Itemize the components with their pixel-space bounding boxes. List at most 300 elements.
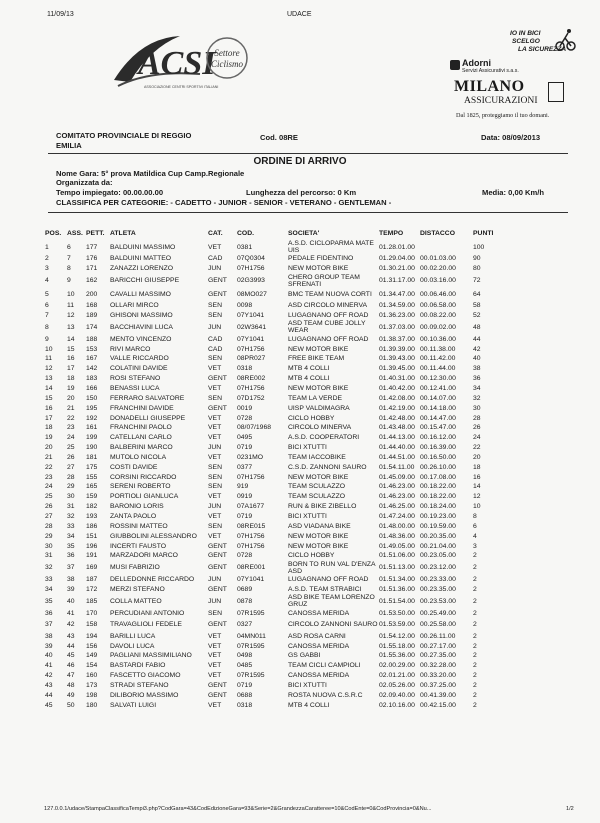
cell-atleta: BARILLI LUCA: [110, 632, 156, 640]
col-cat: CAT.: [208, 229, 223, 237]
cell-pos: 45: [45, 701, 53, 709]
cell-societa: MTB 4 COLLI: [288, 365, 330, 373]
cell-pett: 161: [86, 424, 98, 432]
cell-ass: 44: [67, 642, 75, 650]
cell-cat: VET: [208, 365, 222, 373]
cell-pos: 35: [45, 597, 53, 605]
cell-atleta: DILIBORIO MASSIMO: [110, 691, 179, 699]
print-header-title: UDACE: [287, 11, 312, 18]
cell-tempo: 01.46.23.00: [379, 493, 415, 501]
table-row: [44, 492, 493, 502]
cell-tempo: 02.00.29.00: [379, 662, 415, 670]
cell-societa: A.S.D. CICLOPARMA MATE UIS: [288, 240, 374, 254]
table-row: [44, 608, 493, 618]
cell-pos: 16: [45, 404, 53, 412]
cell-punti: 2: [473, 586, 477, 594]
cell-cat: VET: [208, 532, 222, 540]
cell-pos: 22: [45, 463, 53, 471]
cell-cat: VET: [208, 453, 222, 461]
cell-cat: VET: [208, 642, 222, 650]
cell-societa: ASD BIKE TEAM LORENZO GRUZ: [288, 594, 375, 609]
cell-punti: 32: [473, 394, 481, 402]
table-row: [44, 482, 493, 492]
cell-atleta: MUSI FABRIZIO: [110, 564, 160, 572]
cell-distacco: 00.16.12.00: [420, 434, 456, 442]
cell-cod: 07H1756: [237, 542, 265, 550]
table-row: [44, 403, 493, 413]
cell-distacco: 00.06.46.00: [420, 290, 456, 298]
cell-atleta: ROSSINI MATTEO: [110, 522, 168, 530]
cell-pos: 33: [45, 576, 53, 584]
cell-cat: GENT: [208, 691, 227, 699]
cell-distacco: 00.18.22.00: [420, 493, 456, 501]
cell-ass: 6: [67, 243, 71, 251]
cell-ass: 34: [67, 532, 75, 540]
table-row: [44, 311, 493, 321]
acsi-mark: ACSI: [138, 45, 216, 82]
table-row: [44, 334, 493, 344]
committee-name: COMITATO PROVINCIALE DI REGGIO: [56, 131, 192, 140]
cell-pos: 10: [45, 345, 53, 353]
cell-societa: NEW MOTOR BIKE: [288, 542, 349, 550]
cell-punti: 3: [473, 542, 477, 550]
table-row: [44, 393, 493, 403]
cell-distacco: 00.26.10.00: [420, 463, 456, 471]
cell-ass: 42: [67, 621, 75, 629]
race-organizer: Organizzata da:: [56, 178, 113, 187]
cell-punti: 16: [473, 473, 481, 481]
cell-distacco: [419, 240, 472, 254]
cell-atleta: DAVOLI LUCA: [110, 642, 155, 650]
cell-distacco: 00.09.02.00: [420, 323, 456, 331]
cell-punti: 24: [473, 434, 481, 442]
cell-societa: LUGAGNANO OFF ROAD: [288, 311, 369, 319]
cell-cod: 0485: [237, 662, 253, 670]
cell-atleta: CATELLANI CARLO: [110, 434, 172, 442]
table-row: [44, 681, 493, 691]
cell-atleta: VALLE RICCARDO: [110, 355, 169, 363]
page-title: ORDINE DI ARRIVO: [253, 156, 347, 167]
cell-societa: BMC TEAM NUOVA CORTI: [288, 290, 372, 298]
cell-cat: GENT: [208, 552, 227, 560]
cell-cat: VET: [208, 652, 222, 660]
cell-punti: 58: [473, 302, 481, 310]
sponsor-name-sub: ASSICURAZIONI: [464, 95, 538, 106]
cell-punti: 30: [473, 404, 481, 412]
cell-cat: SEN: [208, 522, 222, 530]
cell-pett: 194: [86, 632, 98, 640]
cell-cat: VET: [208, 512, 222, 520]
cell-pos: 6: [45, 302, 49, 310]
cell-tempo: 01.46.25.00: [379, 503, 415, 511]
cell-cod: 0719: [237, 681, 253, 689]
cell-cod: 07H1756: [237, 265, 265, 273]
cell-cod: 0919: [237, 493, 253, 501]
cell-cat: JUN: [208, 444, 222, 452]
sponsor-name: MILANO: [454, 78, 525, 95]
cell-pett: 200: [86, 290, 98, 298]
cell-ass: 25: [67, 444, 75, 452]
cell-tempo: 01.46.23.00: [379, 483, 415, 491]
cell-ass: 10: [67, 290, 75, 298]
cell-tempo: 02.05.26.00: [379, 681, 415, 689]
table-row: [44, 661, 493, 671]
cell-distacco: 00.23.12.00: [420, 564, 456, 572]
cell-pos: 43: [45, 681, 53, 689]
race-time: Tempo impiegato: 00.00.00.00: [56, 188, 164, 197]
cell-cod: 07D1752: [237, 394, 265, 402]
cell-societa: BICI XTUTTI: [288, 444, 327, 452]
cell-cat: SEN: [208, 483, 222, 491]
cell-pos: 18: [45, 424, 53, 432]
cell-atleta: BENASSI LUCA: [110, 385, 160, 393]
cell-distacco: 00.12.30.00: [420, 375, 456, 383]
cell-cod: 04MN011: [237, 632, 266, 640]
cell-pos: 7: [45, 311, 49, 319]
cell-cat: SEN: [208, 355, 222, 363]
cell-pett: 173: [86, 681, 98, 689]
table-row: [44, 344, 493, 354]
cell-cod: 0728: [237, 552, 253, 560]
cell-ass: 33: [67, 522, 75, 530]
col-societa: SOCIETA': [288, 229, 320, 237]
cell-tempo: 01.40.42.00: [379, 385, 415, 393]
table-row: [44, 671, 493, 681]
cell-societa: LUGAGNANO OFF ROAD: [288, 576, 369, 584]
cell-cat: SEN: [208, 463, 222, 471]
cell-pos: 11: [45, 355, 53, 363]
cell-distacco: 00.01.03.00: [420, 255, 456, 263]
cell-pos: 17: [45, 414, 53, 422]
cell-distacco: 00.03.16.00: [420, 277, 456, 285]
cell-atleta: MERZI STEFANO: [110, 586, 165, 594]
cell-tempo: 01.51.34.00: [379, 576, 415, 584]
cell-pett: 198: [86, 691, 98, 699]
cell-pett: 182: [86, 503, 98, 511]
cell-pos: 24: [45, 483, 53, 491]
cell-ass: 46: [67, 662, 75, 670]
cell-cat: CAD: [208, 345, 223, 353]
cell-tempo: 01.28.01.00: [379, 243, 415, 251]
cell-cod: 08RE015: [237, 522, 266, 530]
cell-tempo: 01.55.36.00: [379, 652, 415, 660]
cell-pett: 154: [86, 662, 98, 670]
cell-cat: SEN: [208, 394, 222, 402]
milano-assicurazioni-logo: [448, 28, 576, 126]
cell-cod: 0495: [237, 434, 253, 442]
cell-ass: 35: [67, 542, 75, 550]
cell-pos: 21: [45, 453, 53, 461]
cell-pett: 162: [86, 277, 98, 285]
title-rule-top: [48, 153, 568, 154]
cell-punti: 14: [473, 483, 481, 491]
cell-distacco: 00.11.44.00: [420, 365, 456, 373]
cell-pos: 26: [45, 503, 53, 511]
cell-tempo: 01.39.39.00: [379, 345, 415, 353]
cell-societa: A.S.D. TEAM STRABICI: [288, 586, 362, 594]
race-average: Media: 0,00 Km/h: [482, 188, 545, 197]
table-row: [44, 472, 493, 482]
cell-ass: 9: [67, 277, 71, 285]
cell-tempo: 01.44.40.00: [379, 444, 415, 452]
cell-societa: MTB 4 COLLI: [288, 701, 330, 709]
cell-atleta: BACCHIAVINI LUCA: [110, 323, 173, 331]
cell-ass: 15: [67, 345, 75, 353]
cell-tempo: 01.42.19.00: [379, 404, 415, 412]
table-row: [44, 320, 493, 334]
cell-distacco: 00.27.35.00: [420, 652, 456, 660]
cell-cat: VET: [208, 632, 222, 640]
cell-punti: 4: [473, 532, 477, 540]
cell-pett: 168: [86, 302, 98, 310]
cell-cat: GENT: [208, 586, 227, 594]
cell-cod: 0878: [237, 597, 253, 605]
table-row: [44, 384, 493, 394]
cell-pos: 39: [45, 642, 53, 650]
cell-punti: 52: [473, 311, 481, 319]
cell-punti: 8: [473, 512, 477, 520]
cell-pos: 5: [45, 290, 49, 298]
cell-ass: 37: [67, 564, 75, 572]
cell-pos: 31: [45, 552, 53, 560]
cell-distacco: 00.23.05.00: [420, 552, 456, 560]
cell-cat: VET: [208, 701, 222, 709]
cell-ass: 11: [67, 302, 75, 310]
cell-pett: 158: [86, 621, 98, 629]
cell-pett: 156: [86, 642, 98, 650]
cell-cat: GENT: [208, 681, 227, 689]
cell-societa: ASD ROSA CARNI: [288, 632, 346, 640]
cell-cod: 0728: [237, 414, 253, 422]
cell-cod: 07Y1041: [237, 311, 265, 319]
table-row: [44, 354, 493, 364]
cell-atleta: SALVATI LUIGI: [110, 701, 157, 709]
cell-societa: ROSTA NUOVA C.S.R.C: [288, 691, 363, 699]
cell-societa: LUGAGNANO OFF ROAD: [288, 335, 369, 343]
cell-pos: 15: [45, 394, 53, 402]
cell-distacco: 00.15.47.00: [420, 424, 456, 432]
cell-atleta: FRANCHINI DAVIDE: [110, 404, 174, 412]
cell-ass: 28: [67, 473, 75, 481]
cell-societa: PEDALE FIDENTINO: [288, 255, 354, 263]
cell-pett: 167: [86, 355, 98, 363]
cell-distacco: 00.16.50.00: [420, 453, 456, 461]
cell-atleta: BALDUINI MASSIMO: [110, 243, 176, 251]
cell-ass: 24: [67, 434, 75, 442]
cell-pett: 159: [86, 493, 98, 501]
cell-pett: 181: [86, 453, 98, 461]
cell-distacco: 00.17.08.00: [420, 473, 456, 481]
cell-cat: SEN: [208, 473, 222, 481]
table-row: [44, 413, 493, 423]
cell-societa: CIRCOLO ZANNONI SAURO: [288, 621, 378, 629]
committee-name-2: EMILIA: [56, 141, 82, 150]
cell-punti: 26: [473, 424, 481, 432]
cell-ass: 18: [67, 375, 75, 383]
cell-cod: 0231MO: [237, 453, 264, 461]
cell-cat: GENT: [208, 621, 227, 629]
cell-tempo: 02.10.16.00: [379, 701, 415, 709]
cell-cod: 07R1595: [237, 609, 265, 617]
cell-pett: 150: [86, 394, 98, 402]
table-row: [44, 462, 493, 472]
cell-atleta: STRADI STEFANO: [110, 681, 169, 689]
cell-distacco: 00.23.35.00: [420, 586, 456, 594]
cell-pett: 153: [86, 345, 98, 353]
cell-tempo: 02.09.40.00: [379, 691, 415, 699]
cell-punti: 72: [473, 277, 481, 285]
cell-tempo: 01.53.59.00: [379, 621, 415, 629]
cell-distacco: 00.11.42.00: [420, 355, 456, 363]
cell-societa: NEW MOTOR BIKE: [288, 385, 349, 393]
cell-pett: 192: [86, 414, 98, 422]
cell-societa: NEW MOTOR BIKE: [288, 345, 349, 353]
cell-distacco: 00.18.24.00: [420, 503, 456, 511]
cell-pett: 185: [86, 597, 98, 605]
cell-societa: GS GABBI: [288, 652, 321, 660]
cell-distacco: 00.08.22.00: [420, 311, 456, 319]
cell-tempo: 01.51.06.00: [379, 552, 415, 560]
cell-punti: 34: [473, 385, 481, 393]
cell-cod: 08PR027: [237, 355, 266, 363]
cell-tempo: 01.39.45.00: [379, 365, 415, 373]
table-row: [44, 264, 493, 274]
cell-tempo: 01.49.05.00: [379, 542, 415, 550]
cell-pos: 4: [45, 277, 49, 285]
cell-cod: 0318: [237, 365, 253, 373]
cell-pos: 29: [45, 532, 53, 540]
cell-ass: 41: [67, 609, 75, 617]
cell-cat: VET: [208, 424, 222, 432]
table-row: [44, 443, 493, 453]
table-row: [44, 433, 493, 443]
cell-societa: RUN & BIKE ZIBELLO: [288, 503, 357, 511]
cell-pett: 169: [86, 564, 98, 572]
cell-ass: 19: [67, 385, 75, 393]
cell-distacco: 00.14.07.00: [420, 394, 456, 402]
cell-distacco: 00.42.15.00: [420, 701, 456, 709]
cell-tempo: 02.01.21.00: [379, 672, 415, 680]
table-row: [44, 690, 493, 700]
col-distacco: DISTACCO: [420, 229, 455, 237]
col-punti: PUNTI: [473, 229, 494, 237]
committee-code: Cod. 08RE: [260, 133, 298, 142]
cell-pos: 44: [45, 691, 53, 699]
cell-punti: 18: [473, 463, 481, 471]
cell-ass: 17: [67, 365, 75, 373]
cyclist-icon: [554, 28, 576, 52]
cell-tempo: 01.30.21.00: [379, 265, 415, 273]
cell-tempo: 01.42.48.00: [379, 414, 415, 422]
cell-pett: 176: [86, 255, 98, 263]
table-row: [44, 512, 493, 522]
cell-atleta: DONADELLI GIUSEPPE: [110, 414, 186, 422]
cell-tempo: 01.39.43.00: [379, 355, 415, 363]
table-row: [44, 594, 493, 608]
race-name: Nome Gara: 5° prova Matildica Cup Camp.Regionale: [56, 169, 245, 178]
cell-punti: 2: [473, 552, 477, 560]
cell-cod: 0689: [237, 586, 253, 594]
cell-ass: 50: [67, 701, 75, 709]
cell-pett: 188: [86, 335, 98, 343]
col-cod: COD.: [237, 229, 254, 237]
cell-distacco: 00.19.59.00: [420, 522, 456, 530]
cell-pett: 149: [86, 652, 98, 660]
table-row: [44, 631, 493, 641]
col-atleta: ATLETA: [110, 229, 136, 237]
cell-societa: TEAM IACCOBIKE: [288, 453, 346, 461]
cell-tempo: 01.43.48.00: [379, 424, 415, 432]
cell-punti: 2: [473, 597, 477, 605]
cell-cat: SEN: [208, 302, 222, 310]
cell-atleta: MARZADORI MARCO: [110, 552, 178, 560]
cell-tempo: 01.37.03.00: [379, 323, 415, 331]
cell-pett: 186: [86, 522, 98, 530]
cell-tempo: 01.44.13.00: [379, 434, 415, 442]
cell-atleta: BASTARDI FABIO: [110, 662, 166, 670]
cell-cod: 08RE002: [237, 375, 266, 383]
cell-atleta: BALBERINI MARCO: [110, 444, 173, 452]
cell-pos: 20: [45, 444, 53, 452]
table-row: [44, 364, 493, 374]
cell-pett: 171: [86, 265, 98, 273]
cell-tempo: 01.42.08.00: [379, 394, 415, 402]
table-rule: [48, 212, 568, 213]
cell-cat: SEN: [208, 609, 222, 617]
cell-societa: ASD VIADANA BIKE: [288, 522, 351, 530]
cell-pett: 193: [86, 512, 98, 520]
cell-punti: 12: [473, 493, 481, 501]
cell-societa: CIRCOLO MINERVA: [288, 424, 352, 432]
footer-page-number: 1/2: [566, 806, 574, 812]
cell-cat: GENT: [208, 290, 227, 298]
cell-distacco: 00.32.28.00: [420, 662, 456, 670]
cell-distacco: 00.14.47.00: [420, 414, 456, 422]
table-row: [44, 240, 493, 254]
cell-ass: 45: [67, 652, 75, 660]
acsi-badge-bottom: Ciclismo: [210, 59, 244, 69]
sponsor-brand: Adorni: [462, 58, 491, 68]
cell-punti: 40: [473, 355, 481, 363]
col-ass: ASS.: [67, 229, 83, 237]
cell-tempo: 01.29.04.00: [379, 255, 415, 263]
cell-pett: 166: [86, 385, 98, 393]
cell-pett: 183: [86, 375, 98, 383]
cell-societa: CANOSSA MERIDA: [288, 609, 350, 617]
cell-societa: CICLO HOBBY: [288, 552, 335, 560]
cell-atleta: MUTOLO NICOLA: [110, 453, 167, 461]
cell-distacco: 00.12.41.00: [420, 385, 456, 393]
cell-cod: 0719: [237, 444, 253, 452]
cell-punti: 80: [473, 265, 481, 273]
cell-pett: 195: [86, 404, 98, 412]
cell-pett: 172: [86, 586, 98, 594]
cell-distacco: 00.25.58.00: [420, 621, 456, 629]
cell-cod: 08/07/1968: [237, 424, 272, 432]
cell-societa: NEW MOTOR BIKE: [288, 265, 349, 273]
cell-ass: 21: [67, 404, 75, 412]
cell-pett: 151: [86, 532, 98, 540]
cell-pos: 8: [45, 323, 49, 331]
cell-pos: 42: [45, 672, 53, 680]
cell-tempo: 01.53.50.00: [379, 609, 415, 617]
cell-societa: MTB 4 COLLI: [288, 375, 330, 383]
cell-tempo: 01.51.54.00: [379, 597, 415, 605]
cell-pos: 12: [45, 365, 53, 373]
cell-cat: GENT: [208, 375, 227, 383]
cell-distacco: 00.20.35.00: [420, 532, 456, 540]
cell-cod: 07H1756: [237, 385, 265, 393]
